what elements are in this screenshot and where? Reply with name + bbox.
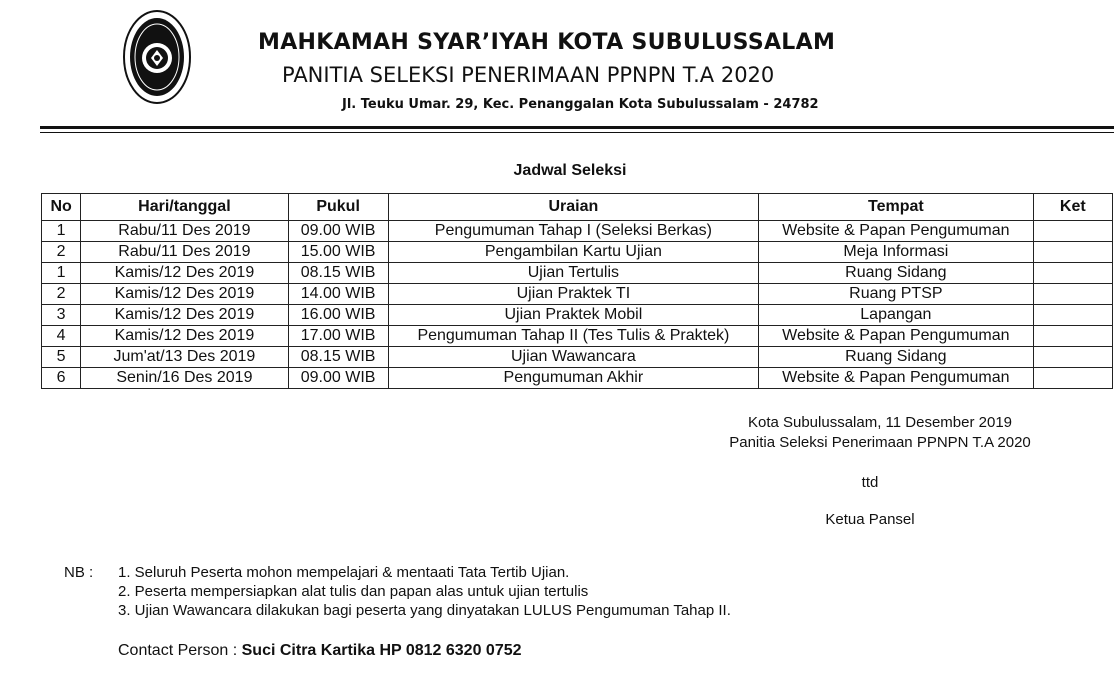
cell-time: 17.00 WIB [288, 326, 388, 347]
cell-no: 4 [42, 326, 81, 347]
cell-description: Pengambilan Kartu Ujian [388, 242, 759, 263]
cell-date: Rabu/11 Des 2019 [81, 242, 288, 263]
cell-date: Kamis/12 Des 2019 [81, 263, 288, 284]
cell-place: Website & Papan Pengumuman [759, 221, 1033, 242]
cell-time: 08.15 WIB [288, 347, 388, 368]
note-item-2: 2. Peserta mempersiapkan alat tulis dan papan alas untuk ujian tertulis [118, 583, 589, 600]
contact-label: Contact Person : [118, 642, 242, 659]
signature-ttd: ttd [861, 474, 879, 491]
cell-no: 2 [42, 284, 81, 305]
signature-role: Ketua Pansel [825, 511, 915, 528]
contact-value: Suci Citra Kartika HP 0812 6320 0752 [241, 642, 522, 659]
committee-name: PANITIA SELEKSI PENERIMAAN PPNPN T.A 2020 [282, 63, 775, 87]
cell-description: Pengumuman Tahap II (Tes Tulis & Praktek) [388, 326, 759, 347]
table-row [42, 221, 1113, 242]
cell-date: Kamis/12 Des 2019 [81, 284, 288, 305]
organization-name: MAHKAMAH SYAR’IYAH KOTA SUBULUSSALAM [258, 30, 836, 55]
cell-date: Senin/16 Des 2019 [81, 368, 288, 389]
cell-description: Pengumuman Tahap I (Seleksi Berkas) [388, 221, 759, 242]
cell-note [1033, 221, 1112, 242]
note-item-3: 3. Ujian Wawancara dilakukan bagi peserta yang dinyatakan LULUS Pengumuman Tahap II. [118, 602, 731, 619]
cell-description: Ujian Wawancara [388, 347, 759, 368]
cell-no: 1 [42, 221, 81, 242]
table-row [42, 242, 1113, 263]
cell-date: Jum'at/13 Des 2019 [81, 347, 288, 368]
cell-note [1033, 242, 1112, 263]
contact-person [118, 642, 522, 660]
cell-note [1033, 368, 1112, 389]
cell-no: 1 [42, 263, 81, 284]
table-row [42, 305, 1113, 326]
address: Jl. Teuku Umar. 29, Kec. Penanggalan Kota Subulussalam - 24782 [342, 97, 819, 112]
cell-description: Ujian Tertulis [388, 263, 759, 284]
table-row [42, 284, 1113, 305]
cell-date: Kamis/12 Des 2019 [81, 305, 288, 326]
note-item-1: 1. Seluruh Peserta mohon mempelajari & mentaati Tata Tertib Ujian. [118, 564, 570, 581]
cell-place: Website & Papan Pengumuman [759, 368, 1033, 389]
signature-place-date: Kota Subulussalam, 11 Desember 2019 [747, 414, 1013, 431]
cell-time: 08.15 WIB [288, 263, 388, 284]
cell-note [1033, 284, 1112, 305]
schedule-title: Jadwal Seleksi [513, 162, 627, 179]
column-header-time: Pukul [288, 194, 388, 221]
cell-note [1033, 326, 1112, 347]
cell-no: 6 [42, 368, 81, 389]
cell-time: 09.00 WIB [288, 368, 388, 389]
notes-label: NB : [64, 564, 94, 581]
cell-no: 2 [42, 242, 81, 263]
header-divider-thin [40, 132, 1114, 133]
cell-time: 14.00 WIB [288, 284, 388, 305]
cell-date: Rabu/11 Des 2019 [81, 221, 288, 242]
column-header-no: No [42, 194, 81, 221]
cell-note [1033, 347, 1112, 368]
table-row [42, 368, 1113, 389]
cell-no: 3 [42, 305, 81, 326]
cell-place: Ruang Sidang [759, 347, 1033, 368]
cell-time: 16.00 WIB [288, 305, 388, 326]
header-divider-thick [40, 126, 1114, 129]
signature-committee: Panitia Seleksi Penerimaan PPNPN T.A 2020 [729, 434, 1031, 451]
cell-place: Ruang PTSP [759, 284, 1033, 305]
cell-place: Meja Informasi [759, 242, 1033, 263]
column-header-date: Hari/tanggal [81, 194, 288, 221]
table-row [42, 326, 1113, 347]
column-header-description: Uraian [388, 194, 759, 221]
cell-place: Ruang Sidang [759, 263, 1033, 284]
table-row [42, 263, 1113, 284]
cell-no: 5 [42, 347, 81, 368]
column-header-place: Tempat [759, 194, 1033, 221]
table-header-row [42, 194, 1113, 221]
cell-note [1033, 305, 1112, 326]
cell-time: 09.00 WIB [288, 221, 388, 242]
cell-description: Ujian Praktek Mobil [388, 305, 759, 326]
column-header-note: Ket [1033, 194, 1112, 221]
cell-description: Ujian Praktek TI [388, 284, 759, 305]
table-row [42, 347, 1113, 368]
cell-place: Website & Papan Pengumuman [759, 326, 1033, 347]
schedule-table [41, 193, 1113, 389]
cell-description: Pengumuman Akhir [388, 368, 759, 389]
cell-date: Kamis/12 Des 2019 [81, 326, 288, 347]
cell-time: 15.00 WIB [288, 242, 388, 263]
cell-note [1033, 263, 1112, 284]
court-emblem-logo [122, 8, 192, 106]
cell-place: Lapangan [759, 305, 1033, 326]
